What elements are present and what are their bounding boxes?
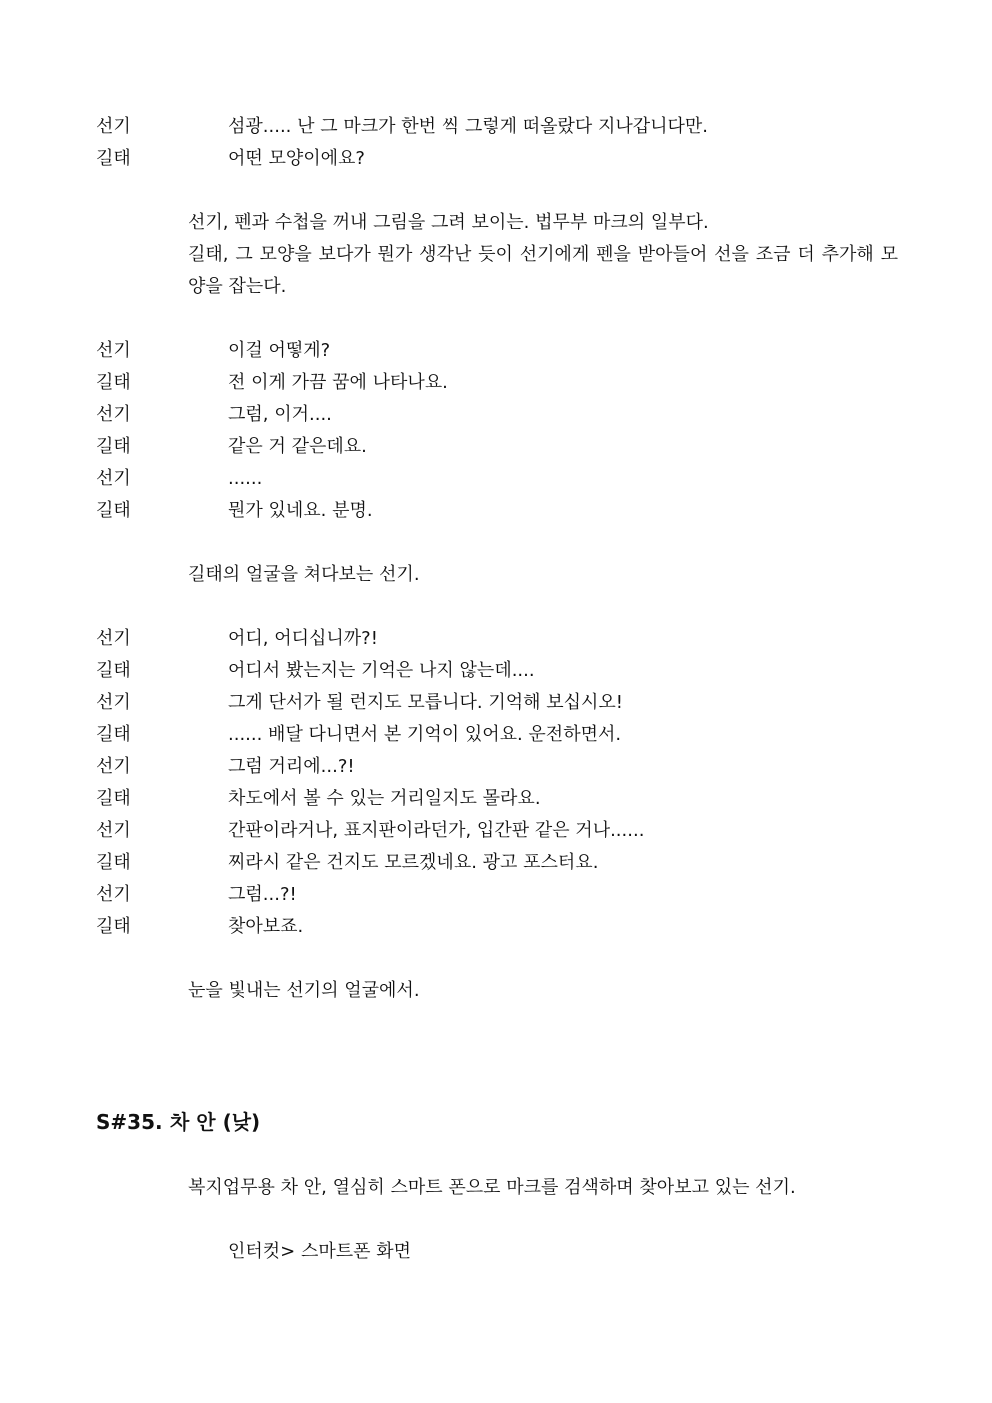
speaker-name: 선기 [96,116,131,137]
insert-cut-note: 인터컷> 스마트폰 화면 [228,1241,412,1262]
dialogue-line [0,143,992,175]
dialogue-line [0,335,992,367]
scene-title: 차 안 (낮) [170,1110,261,1134]
speaker-name: 선기 [96,692,131,713]
action-description [188,975,898,1007]
dialogue-line [0,431,992,463]
dialogue-line [0,111,992,143]
dialogue-text: 전 이게 가끔 꿈에 나타나요. [228,372,448,393]
action-paragraph: 선기, 펜과 수첩을 꺼내 그림을 그려 보이는. 법무부 마크의 일부다. [188,212,709,233]
dialogue-line [0,751,992,783]
action-paragraph: 복지업무용 차 안, 열심히 스마트 폰으로 마크를 검색하며 찾아보고 있는 선기. [188,1177,796,1198]
speaker-name: 선기 [96,884,131,905]
scene-number: S#35. [96,1110,163,1134]
dialogue-text: 간판이라거나, 표지판이라던가, 입간판 같은 거나...... [228,820,645,841]
speaker-name: 길태 [96,436,131,457]
dialogue-text: ...... [228,468,263,489]
dialogue-text: 차도에서 볼 수 있는 거리일지도 몰라요. [228,788,541,809]
action-paragraph: 길태의 얼굴을 쳐다보는 선기. [188,564,420,585]
speaker-name: 선기 [96,628,131,649]
speaker-name: 선기 [96,756,131,777]
speaker-name: 길태 [96,660,131,681]
dialogue-line [0,783,992,815]
dialogue-text: 어디, 어디십니까?! [228,628,378,649]
dialogue-text: 그게 단서가 될 런지도 모릅니다. 기억해 보십시오! [228,692,624,713]
dialogue-line [0,367,992,399]
action-paragraph: 눈을 빛내는 선기의 얼굴에서. [188,980,420,1001]
speaker-name: 길태 [96,788,131,809]
dialogue-line [0,623,992,655]
dialogue-text: 어떤 모양이에요? [228,148,365,169]
dialogue-text: 그럼...?! [228,884,297,905]
dialogue-line [0,879,992,911]
dialogue-text: 섬광..... 난 그 마크가 한번 씩 그렇게 떠올랐다 지나갑니다만. [228,116,709,137]
dialogue-text: 그럼 거리에...?! [228,756,355,777]
speaker-name: 길태 [96,500,131,521]
dialogue-text: 찌라시 같은 건지도 모르겠네요. 광고 포스터요. [228,852,599,873]
speaker-name: 길태 [96,372,131,393]
dialogue-text: 뭔가 있네요. 분명. [228,500,373,521]
dialogue-text: ...... 배달 다니면서 본 기억이 있어요. 운전하면서. [228,724,622,745]
dialogue-line [0,719,992,751]
dialogue-line [0,463,992,495]
dialogue-line [0,815,992,847]
action-description [188,207,898,303]
dialogue-text: 이걸 어떻게? [228,340,331,361]
dialogue-text: 찾아보죠. [228,916,304,937]
action-description [188,559,898,591]
dialogue-line [0,495,992,527]
dialogue-text: 그럼, 이거.... [228,404,332,425]
speaker-name: 길태 [96,724,131,745]
speaker-name: 길태 [96,916,131,937]
dialogue-text: 같은 거 같은데요. [228,436,367,457]
dialogue-line [0,655,992,687]
speaker-name: 길태 [96,148,131,169]
speaker-name: 선기 [96,340,131,361]
speaker-name: 길태 [96,852,131,873]
dialogue-line [0,911,992,943]
scene-heading [96,1104,260,1140]
action-description [188,1172,898,1204]
dialogue-text: 어디서 봤는지는 기억은 나지 않는데.... [228,660,535,681]
action-paragraph: 길태, 그 모양을 보다가 뭔가 생각난 듯이 선기에게 펜을 받아들어 선을 조금 더 추가해 모양을 잡는다. [188,244,898,297]
dialogue-line [0,847,992,879]
dialogue-line [0,687,992,719]
speaker-name: 선기 [96,404,131,425]
speaker-name: 선기 [96,820,131,841]
speaker-name: 선기 [96,468,131,489]
dialogue-line [0,399,992,431]
